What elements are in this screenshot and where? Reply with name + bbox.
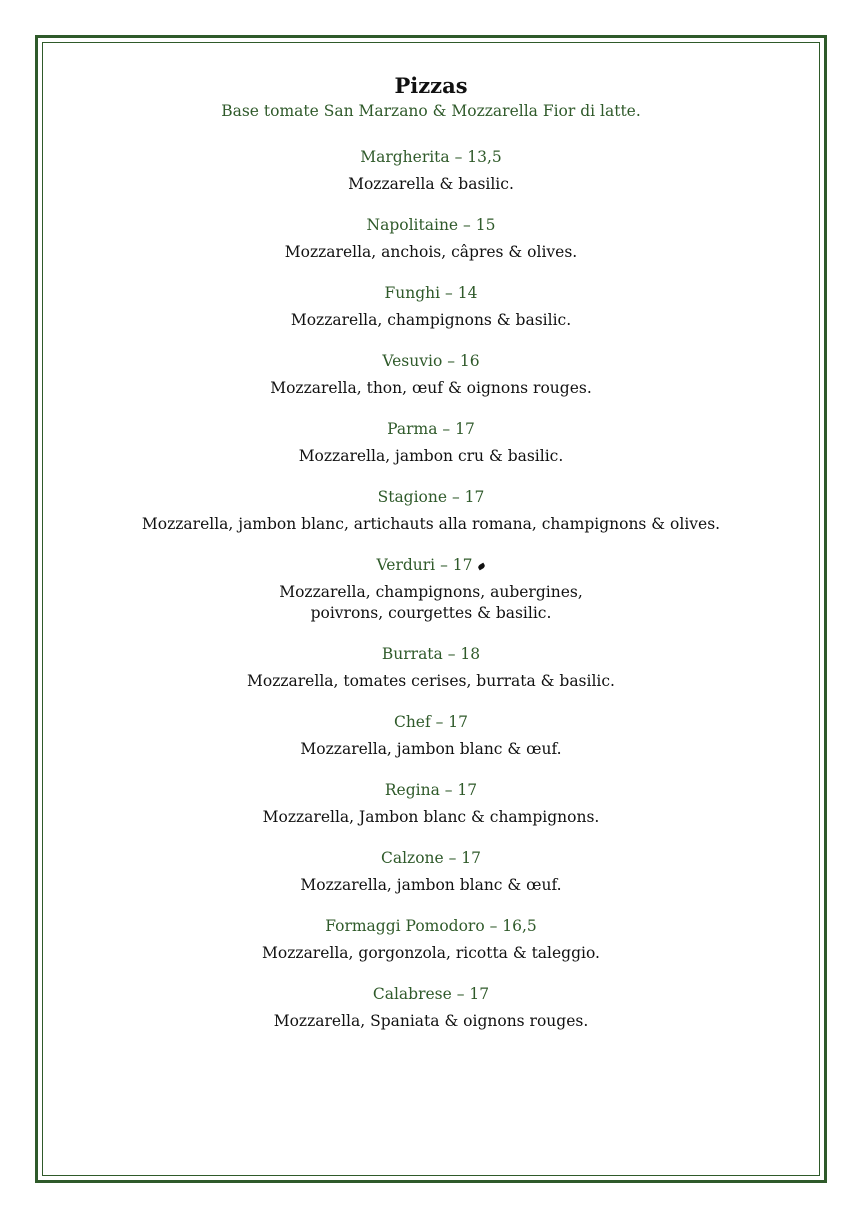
menu-item-name: Calabrese – 17 (372, 985, 490, 1003)
menu-item-description: Mozzarella, jambon cru & basilic. (298, 447, 564, 465)
menu-item-name: Formaggi Pomodoro – 16,5 (325, 917, 537, 935)
menu-item-description: Mozzarella, champignons, aubergines, (279, 583, 583, 601)
menu-item-name: Napolitaine – 15 (366, 216, 496, 234)
menu-item-name: Funghi – 14 (384, 284, 478, 302)
menu-item (42, 486, 820, 535)
menu-item-description: Mozzarella, jambon blanc, artichauts alla romana, champignons & olives. (141, 515, 721, 533)
menu-item-name-row (42, 554, 820, 576)
page-title: Pizzas (394, 73, 468, 98)
menu-item-name: Vesuvio – 16 (382, 352, 480, 370)
menu-item-description: Mozzarella, thon, œuf & oignons rouges. (270, 379, 592, 397)
menu-item-name: Verduri – 17 (376, 556, 473, 574)
menu-item-description: Mozzarella, gorgonzola, ricotta & taleggio. (262, 944, 600, 962)
menu-item (42, 847, 820, 896)
menu-item (42, 554, 820, 624)
menu-item-name: Regina – 17 (384, 781, 478, 799)
menu-item (42, 418, 820, 467)
menu-item (42, 915, 820, 964)
menu-item-description: Mozzarella, Spaniata & oignons rouges. (273, 1012, 589, 1030)
menu-content (42, 72, 820, 1051)
menu-item-description: poivrons, courgettes & basilic. (310, 604, 552, 622)
menu-item-description: Mozzarella, Jambon blanc & champignons. (262, 808, 600, 826)
menu-item-description: Mozzarella, anchois, câpres & olives. (284, 243, 578, 261)
menu-item-description: Mozzarella, jambon blanc & œuf. (300, 740, 562, 758)
menu-item-description: Mozzarella & basilic. (348, 175, 514, 193)
menu-item-name: Burrata – 18 (381, 645, 481, 663)
menu-item (42, 983, 820, 1032)
menu-item-name: Chef – 17 (393, 713, 469, 731)
menu-item (42, 282, 820, 331)
menu-item (42, 146, 820, 195)
menu-item (42, 214, 820, 263)
leaf-icon (478, 563, 487, 571)
menu-item-description: Mozzarella, champignons & basilic. (290, 311, 572, 329)
menu-item-name: Stagione – 17 (377, 488, 485, 506)
menu-item-description: Mozzarella, tomates cerises, burrata & basilic. (247, 672, 615, 690)
menu-item-name: Parma – 17 (387, 420, 475, 438)
menu-item (42, 643, 820, 692)
page-subtitle: Base tomate San Marzano & Mozzarella Fior di latte. (221, 102, 641, 120)
menu-item-description: Mozzarella, jambon blanc & œuf. (300, 876, 562, 894)
menu-item (42, 711, 820, 760)
menu-item (42, 779, 820, 828)
menu-item (42, 350, 820, 399)
menu-item-name: Calzone – 17 (380, 849, 482, 867)
menu-item-name: Margherita – 13,5 (360, 148, 502, 166)
